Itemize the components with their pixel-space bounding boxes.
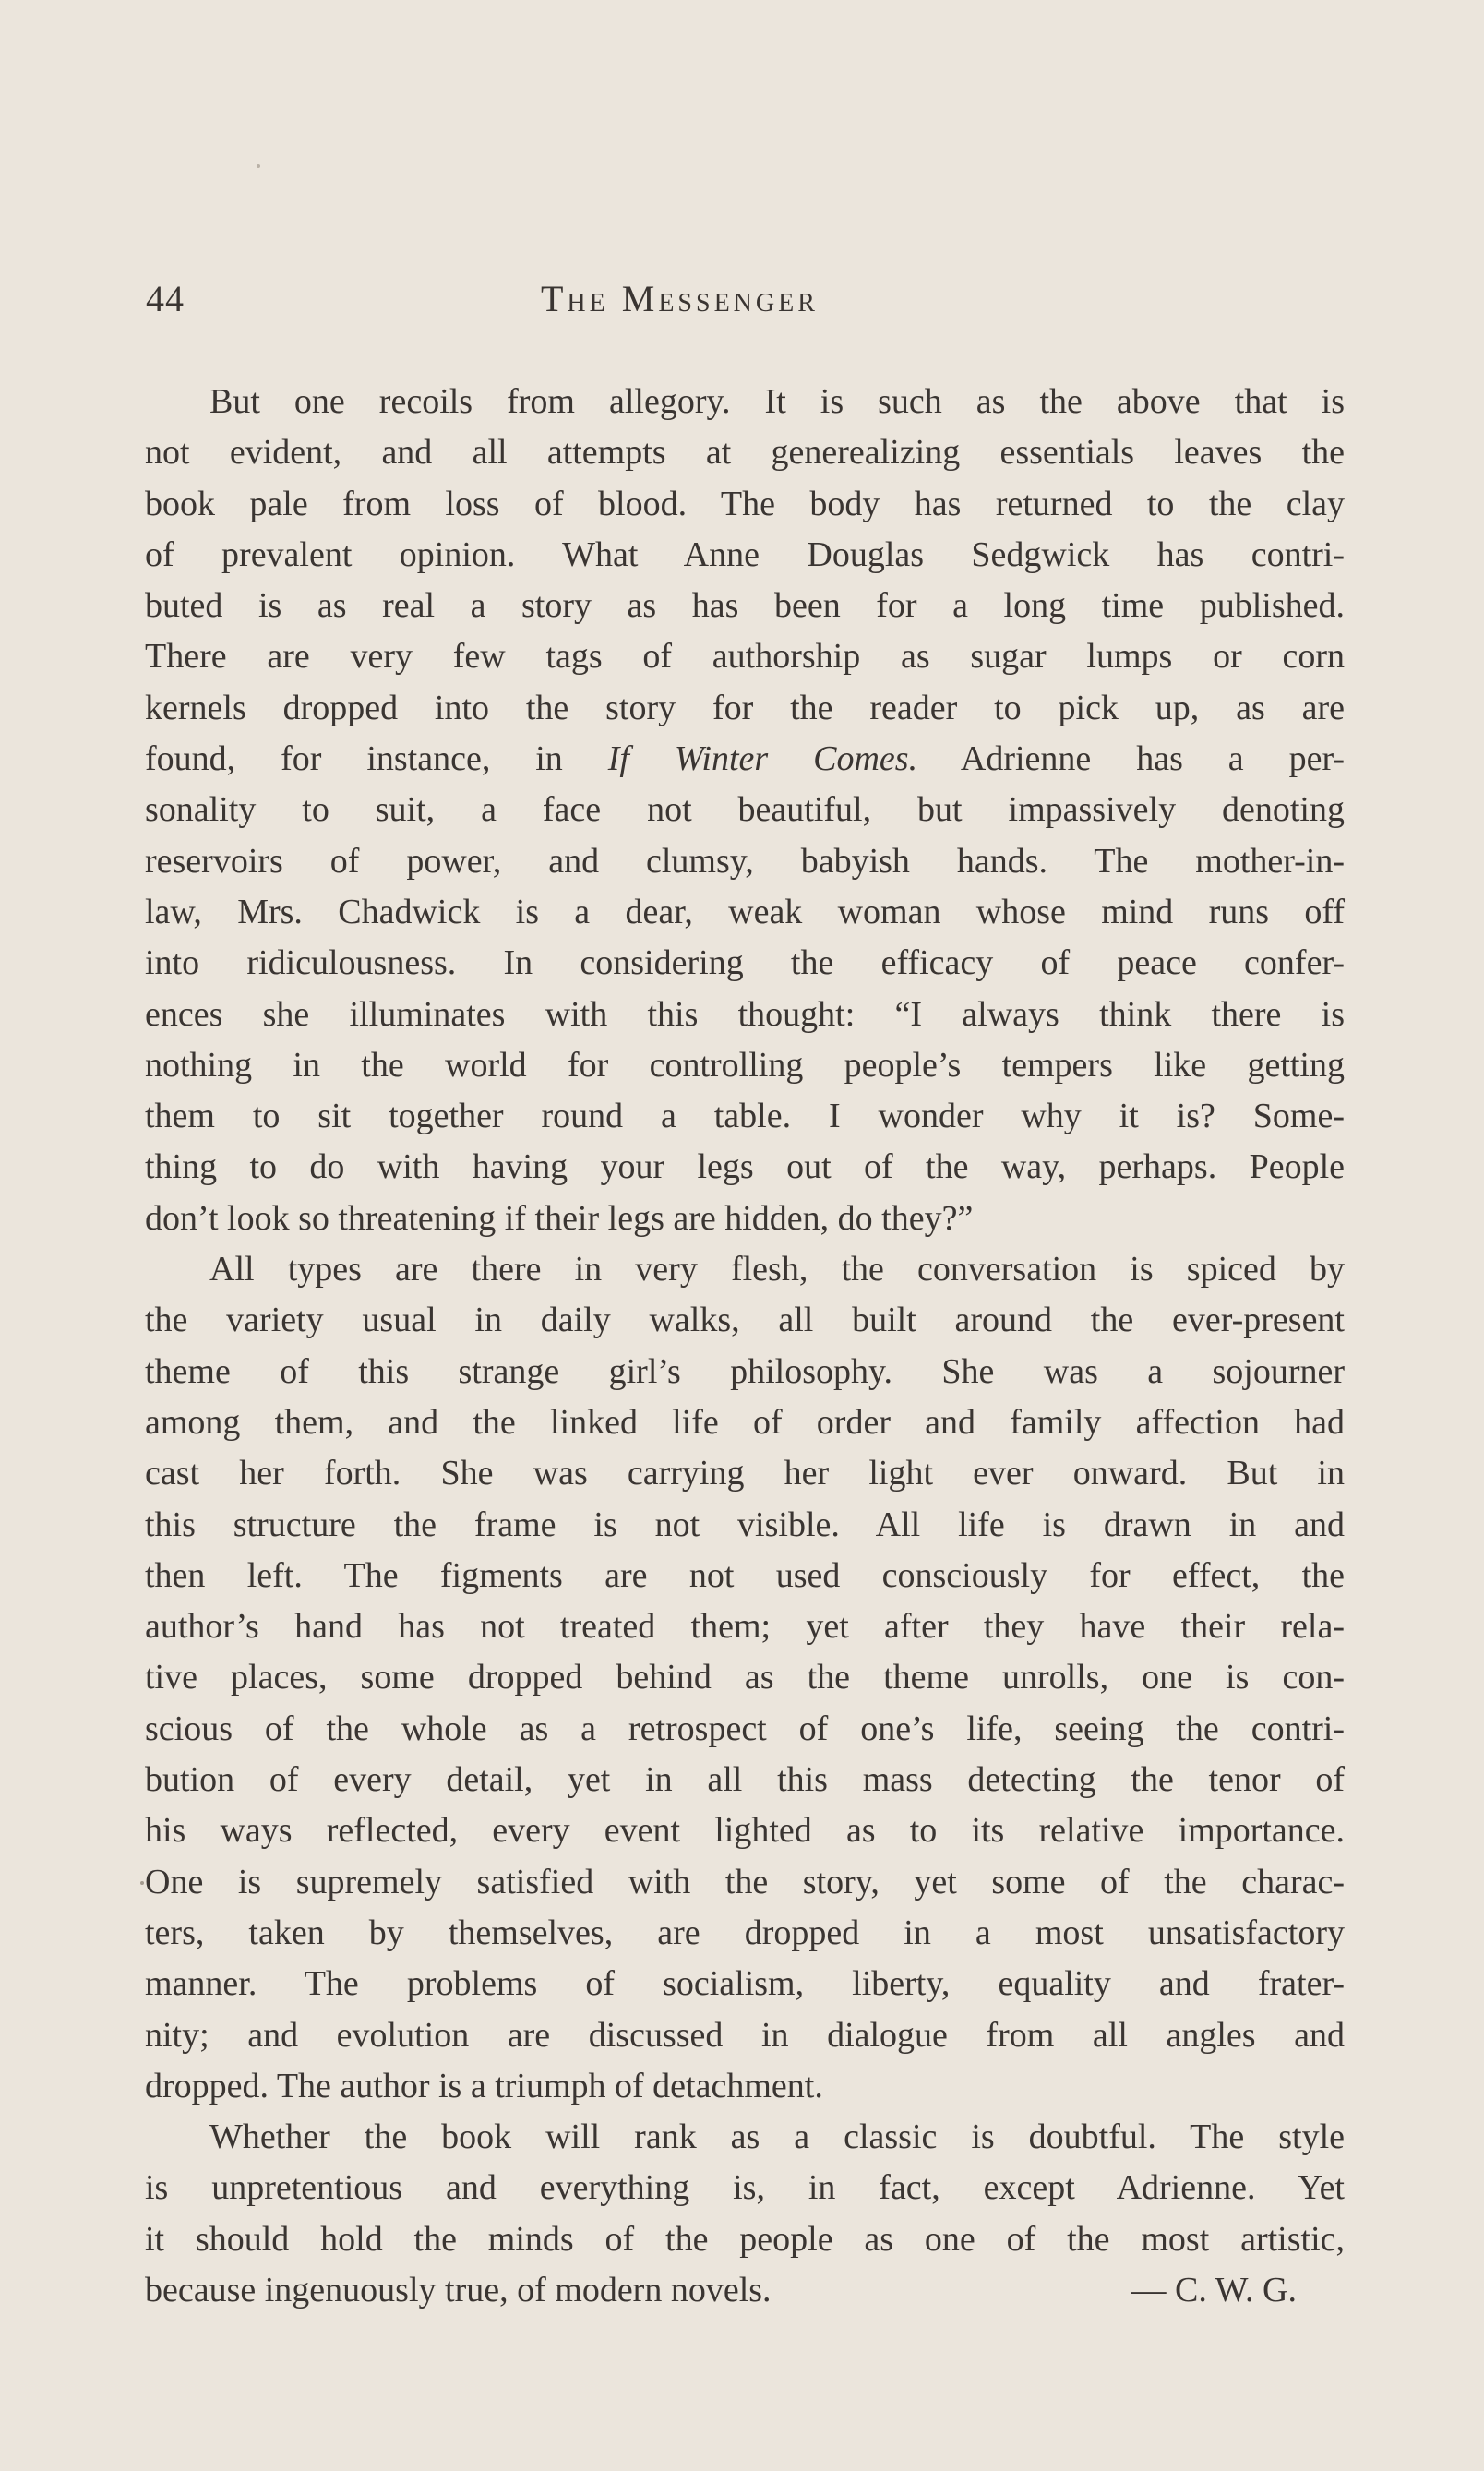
text-line: reservoirs of power, and clumsy, babyish hands. The mother-in- bbox=[145, 841, 1345, 881]
text-line: don’t look so threatening if their legs are hidden, do they?” bbox=[145, 1198, 974, 1238]
paper-speck bbox=[257, 164, 260, 168]
paragraph bbox=[145, 2112, 1345, 2316]
text-line: them to sit together round a table. I wonder why it is? Some- bbox=[145, 1097, 1345, 1136]
text-segment: because ingenuously true, of modern novels. bbox=[145, 2270, 772, 2309]
text-line: his ways reflected, every event lighted as to its relative importance. bbox=[145, 1811, 1345, 1851]
text-line: kernels dropped into the story for the reader to pick up, as are bbox=[145, 688, 1345, 727]
text-line: is unpretentious and everything is, in fact, except Adrienne. Yet bbox=[145, 2168, 1345, 2208]
text-line: tive places, some dropped behind as the theme unrolls, one is con- bbox=[145, 1658, 1345, 1697]
text-line: thing to do with having your legs out of the way, perhaps. People bbox=[145, 1147, 1345, 1187]
page-header bbox=[146, 277, 1346, 332]
text-line: not evident, and all attempts at generealizing essentials leaves the bbox=[145, 433, 1345, 473]
paragraph bbox=[145, 1244, 1345, 2112]
text-line: manner. The problems of socialism, liberty, equality and frater- bbox=[145, 1964, 1345, 2004]
text-line: ters, taken by themselves, are dropped in a most unsatisfactory bbox=[145, 1913, 1345, 1952]
text-line: cast her forth. She was carrying her light ever onward. But in bbox=[145, 1454, 1345, 1493]
text-line: among them, and the linked life of order and family affection had bbox=[145, 1402, 1345, 1442]
text-line: nothing in the world for controlling people’s tempers like getting bbox=[145, 1045, 1345, 1085]
text-line bbox=[145, 734, 1345, 785]
body-text bbox=[145, 377, 1345, 2316]
text-line: There are very few tags of authorship as sugar lumps or corn bbox=[145, 637, 1345, 677]
text-line: book pale from loss of blood. The body has returned to the clay bbox=[145, 484, 1345, 523]
text-line: law, Mrs. Chadwick is a dear, weak woman whose mind runs off bbox=[145, 892, 1345, 931]
page-number: 44 bbox=[146, 278, 185, 319]
text-line: theme of this strange girl’s philosophy. She was a sojourner bbox=[145, 1351, 1345, 1391]
text-line: author’s hand has not treated them; yet after they have their rela- bbox=[145, 1607, 1345, 1647]
text-line: sonality to suit, a face not beautiful, but impassively denoting bbox=[145, 790, 1345, 830]
text-line: But one recoils from allegory. It is such as the above that is bbox=[209, 382, 1345, 421]
text-line: ences she illuminates with this thought: “I always think there is bbox=[145, 994, 1345, 1034]
text-segment: found, for instance, in bbox=[145, 739, 608, 779]
text-line: into ridiculousness. In considering the efficacy of peace confer- bbox=[145, 943, 1345, 983]
text-line: it should hold the minds of the people as one of the most artistic, bbox=[145, 2219, 1345, 2259]
text-line: the variety usual in daily walks, all built around the ever-present bbox=[145, 1301, 1345, 1340]
text-line: scious of the whole as a retrospect of one’s life, seeing the contri- bbox=[145, 1709, 1345, 1748]
text-segment: Adrienne has a per- bbox=[917, 739, 1346, 779]
paragraph bbox=[145, 377, 1345, 1244]
text-line: One is supremely satisfied with the story, yet some of the charac- bbox=[145, 1862, 1345, 1901]
text-line bbox=[145, 2265, 1345, 2316]
running-title: The Messenger bbox=[541, 278, 819, 319]
book-title-italic: If Winter Comes. bbox=[607, 739, 918, 779]
text-line: Whether the book will rank as a classic is doubtful. The style bbox=[209, 2117, 1345, 2157]
text-line: of prevalent opinion. What Anne Douglas Sedgwick has contri- bbox=[145, 534, 1345, 574]
text-line: this structure the frame is not visible. All life is drawn in and bbox=[145, 1505, 1345, 1544]
paper-speck bbox=[140, 1881, 144, 1885]
text-line: All types are there in very flesh, the conversation is spiced by bbox=[209, 1250, 1345, 1289]
text-line: then left. The figments are not used consciously for effect, the bbox=[145, 1555, 1345, 1595]
text-line: nity; and evolution are discussed in dialogue from all angles and bbox=[145, 2015, 1345, 2055]
text-line: bution of every detail, yet in all this mass detecting the tenor of bbox=[145, 1760, 1345, 1800]
text-line: dropped. The author is a triumph of detachment. bbox=[145, 2066, 823, 2105]
author-signature: — C. W. G. bbox=[1131, 2270, 1297, 2309]
text-line: buted is as real a story as has been for a long time published. bbox=[145, 586, 1345, 626]
